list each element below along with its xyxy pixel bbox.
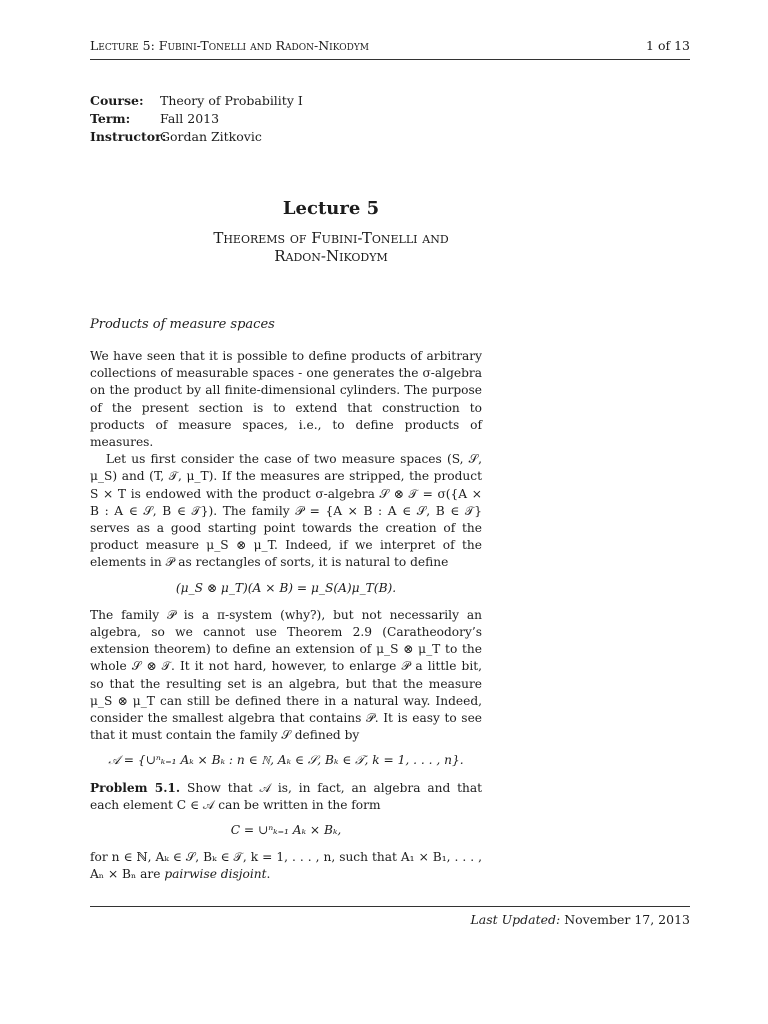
- running-header: [90, 38, 690, 53]
- paragraph: Let us first consider the case of two measure spaces (S, 𝒮, μ_S) and (T, 𝒯, μ_T). If the measures are stripped, the product S × T is endowed with the product σ-algebra 𝒮 ⊗ 𝒯 = σ({A × B : A ∈ 𝒮, B ∈ 𝒯}). The family 𝒫 = {A × B : A ∈ 𝒮, B ∈ 𝒯} serves as a good starting point towards the creation of the product measure μ_S ⊗ μ_T. Indeed, if we interpret of the elements in 𝒫 as rectangles of sorts, it is natural to define: [90, 452, 482, 570]
- header-rule: [90, 59, 690, 60]
- text-run: .: [266, 867, 271, 882]
- footer-rule: [90, 906, 690, 907]
- display-equation: (μ_S ⊗ μ_T)(A × B) = μ_S(A)μ_T(B).: [175, 580, 397, 595]
- page-number: 1 of 13: [646, 38, 690, 53]
- paragraph: We have seen that it is possible to define products of arbitrary collections of measurable spaces - one generates the σ-algebra on the product by all finite-dimensional cylinders. The purpose of the present section is to extend that construction to products of measure spaces, i.e., to define products of measures.: [90, 349, 482, 450]
- meta-value: Theory of Probability I: [160, 93, 303, 108]
- course-meta: [90, 92, 303, 146]
- footer-label: Last Updated:: [470, 912, 561, 927]
- lecture-subtitle: [90, 229, 572, 265]
- meta-key: Term:: [90, 111, 131, 126]
- header-title: Lecture 5: Fubini-Tonelli and Radon-Nikodym: [90, 38, 369, 53]
- meta-row-course: [90, 92, 303, 110]
- paragraph: [90, 849, 482, 883]
- meta-key: Instructor:: [90, 129, 167, 144]
- subtitle-line: Radon-Nikodym: [274, 247, 388, 265]
- lecture-title: Lecture 5: [282, 198, 380, 219]
- title-block: [90, 198, 572, 265]
- emphasis: pairwise disjoint: [164, 867, 267, 882]
- subtitle-line: Theorems of Fubini-Tonelli and: [213, 229, 449, 247]
- text-run: for n ∈ ℕ, Aₖ ∈ 𝒮, Bₖ ∈ 𝒯, k = 1, . . . , n, such that A₁ × B₁, . . . , Aₙ × Bₙ are: [90, 850, 482, 882]
- meta-value: Fall 2013: [160, 111, 220, 126]
- display-equation: 𝒜 = {∪ⁿₖ₌₁ Aₖ × Bₖ : n ∈ ℕ, Aₖ ∈ 𝒮, Bₖ ∈ 𝒯, k = 1, . . . , n}.: [108, 753, 464, 768]
- problem: [90, 780, 482, 814]
- section-heading: Products of measure spaces: [90, 317, 275, 332]
- meta-value: Gordan Zitkovic: [160, 129, 262, 144]
- problem-text: Show that 𝒜 is, in fact, an algebra and that each element C ∈ 𝒜 can be written in the form: [90, 780, 482, 812]
- body-text: [90, 348, 482, 884]
- footer-date: November 17, 2013: [560, 912, 690, 927]
- meta-key: Course:: [90, 93, 144, 108]
- footer: [470, 912, 690, 927]
- problem-label: Problem 5.1.: [90, 780, 181, 795]
- display-equation: C = ∪ⁿₖ₌₁ Aₖ × Bₖ,: [230, 823, 342, 838]
- paragraph: The family 𝒫 is a π-system (why?), but not necessarily an algebra, so we cannot use Theorem 2.9 (Caratheodory’s extension theorem) to define an extension of μ_S ⊗ μ_T to the whole 𝒮 ⊗ 𝒯. It it not hard, however, to enlarge 𝒫 a little bit, so that the resulting set is an algebra, but that the measure μ_S ⊗ μ_T can still be defined there in a natural way. Indeed, consider the smallest algebra that contains 𝒫. It is easy to see that it must contain the family 𝒮 defined by: [90, 607, 482, 743]
- meta-row-instructor: [90, 128, 303, 146]
- meta-row-term: [90, 110, 303, 128]
